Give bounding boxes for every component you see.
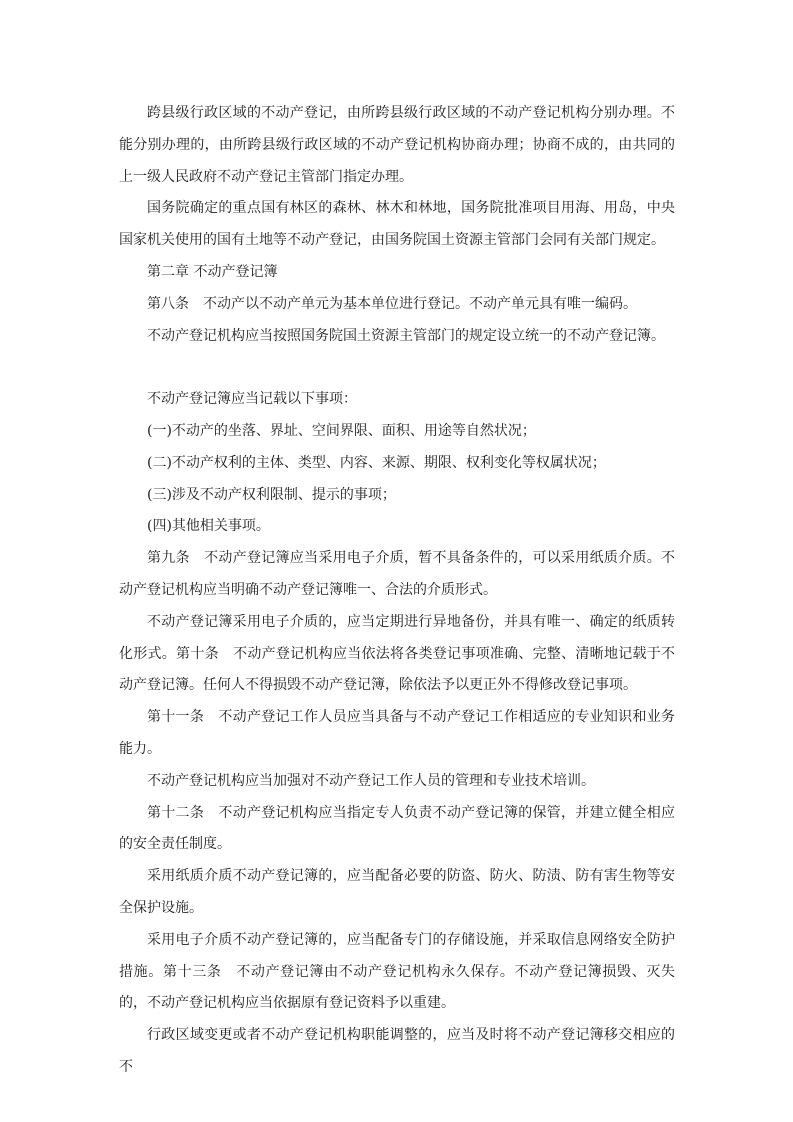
paragraph-unified-register: 不动产登记机构应当按照国务院国土资源主管部门的规定设立统一的不动产登记簿。 bbox=[147, 327, 665, 344]
paragraph-register-transfer: 行政区域变更或者不动产登记机构职能调整的，应当及时将不动产登记簿移交相应的不 bbox=[119, 1027, 675, 1075]
paragraph-state-forest-registration: 国务院确定的重点国有林区的森林、林木和林地，国务院批准项目用海、用岛，中央国家机关使用的国有土地等不动产登记，由国务院国土资源主管部门会同有关部门规定。 bbox=[119, 200, 675, 249]
article-11: 第十一条 不动产登记工作人员应当具备与不动产登记工作相适应的专业知识和业务能力。 bbox=[119, 709, 675, 757]
article-12: 第十二条 不动产登记机构应当指定专人负责不动产登记簿的保管，并建立健全相应的安全责任制度。 bbox=[119, 804, 675, 853]
paragraph-electronic-backup-article-10: 不动产登记簿采用电子介质的，应当定期进行异地备份，并具有唯一、确定的纸质转化形式。第十条 不动产登记机构应当依法将各类登记事项准确、完整、清晰地记载于不动产登记簿。任何人不得损毁不动产登记簿，除依法予以更正外不得修改登记事项。 bbox=[119, 613, 675, 694]
paragraph-register-items-intro: 不动产登记簿应当记载以下事项： bbox=[147, 391, 357, 408]
paragraph-cross-county-registration: 跨县级行政区域的不动产登记，由所跨县级行政区域的不动产登记机构分别办理。不能分别办理的，由所跨县级行政区域的不动产登记机构协商办理；协商不成的，由共同的上一级人民政府不动产登记主管部门指定办理。 bbox=[119, 105, 675, 185]
document-body bbox=[119, 98, 675, 1084]
list-item-ownership-condition: (二)不动产权利的主体、类型、内容、来源、期限、权利变化等权属状况； bbox=[147, 454, 606, 471]
list-item-other: (四)其他相关事项。 bbox=[147, 518, 270, 535]
paragraph-electronic-storage-article-13: 采用电子介质不动产登记簿的，应当配备专门的存储设施，并采取信息网络安全防护措施。第十三条 不动产登记簿由不动产登记机构永久保存。不动产登记簿损毁、灭失的，不动产登记机构应当依据原有登记资料予以重建。 bbox=[119, 931, 675, 1012]
list-item-natural-condition: (一)不动产的坐落、界址、空间界限、面积、用途等自然状况； bbox=[147, 422, 536, 439]
paragraph-staff-training: 不动产登记机构应当加强对不动产登记工作人员的管理和专业技术培训。 bbox=[147, 772, 595, 789]
article-9: 第九条 不动产登记簿应当采用电子介质，暂不具备条件的，可以采用纸质介质。不动产登记机构应当明确不动产登记簿唯一、合法的介质形式。 bbox=[119, 550, 675, 598]
chapter-heading: 第二章 不动产登记簿 bbox=[147, 263, 278, 280]
paragraph-paper-register-protection: 采用纸质介质不动产登记簿的，应当配备必要的防盗、防火、防渍、防有害生物等安全保护设施。 bbox=[119, 868, 675, 916]
article-8: 第八条 不动产以不动产单元为基本单位进行登记。不动产单元具有唯一编码。 bbox=[147, 295, 637, 312]
list-item-restrictions: (三)涉及不动产权利限制、提示的事项； bbox=[147, 486, 396, 503]
blank-line bbox=[119, 352, 675, 384]
